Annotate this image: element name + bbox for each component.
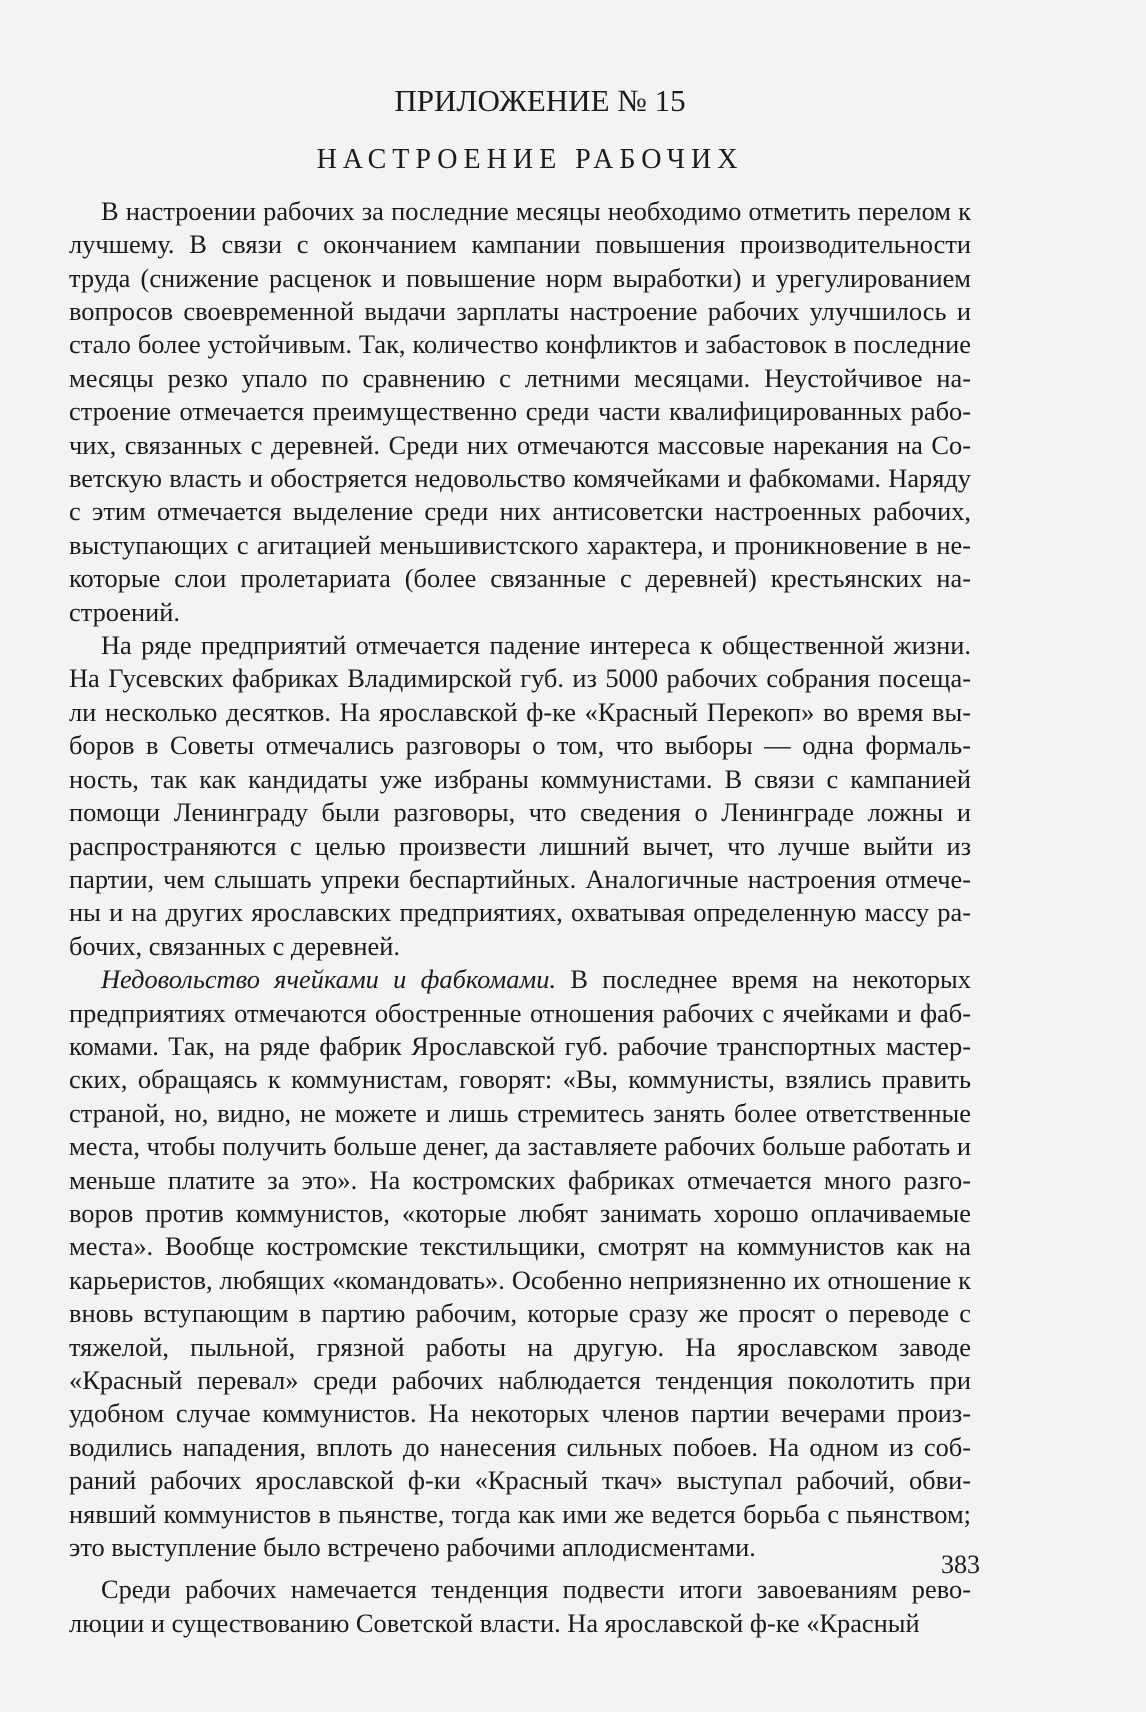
text-block	[69, 82, 971, 1640]
paragraph-2: На ряде предприятий отмечается падение интереса к общественной жизни. На Гусевских фабриках Владимирской губ. из 5000 рабочих собрания посещали несколько десятков. На ярославской ф-ке «Красный Перекоп» во время выборов в Советы отмечались разговоры о том, что выборы — одна формальность, так как кандидаты уже избраны коммунистами. В связи с кампанией помощи Ленинграду были разговоры, что сведения о Ленинграде ложны и распространяются с целью произвести лишний вычет, что лучше выйти из партии, чем слышать упреки беспартийных. Аналогичные настроения отмечены и на других ярославских предприятиях, охватывая определенную массу рабочих, связанных с деревней.	[69, 630, 971, 961]
paragraph-3-text: В последнее время на некоторых предприятиях отмечаются обостренные отношения рабочих с ячейками и фабкомами. Так, на ряде фабрик Ярославской губ. рабочие транспортных мастерских, обращаясь к коммунистам, говорят: «Вы, коммунисты, взялись править страной, но, видно, не можете и лишь стремитесь занять более ответственные места, чтобы получить больше денег, да заставляете рабочих больше работать и меньше платите за это». На костромских фабриках отмечается много разговоров против коммунистов, «которые любят занимать хорошо оплачиваемые места». Вообще костромские текстильщики, смотрят на коммунистов как на карьеристов, любящих «командовать». Особенно неприязненно их отношение к вновь вступающим в партию рабочим, которые сразу же просят о переводе с тяжелой, пыльной, грязной работы на другую. На ярославском заводе «Красный перевал» среди рабочих наблюдается тенденция поколотить при удобном случае коммунистов. На некоторых членов партии вечерами производились нападения, вплоть до нанесения сильных побоев. На одном из собраний рабочих ярославской ф-ки «Красный ткач» выступал рабочий, обвинявший коммунистов в пьянстве, тогда как ими же ведется борьба с пьянством; это выступление было встречено рабочими аплодисментами.	[69, 964, 971, 1563]
paragraph-1: В настроении рабочих за последние месяцы необходимо отметить перелом к лучшему. В связи с окончанием кампании повышения производительности труда (снижение расценок и повышение норм выработки) и урегулированием вопросов своевременной выдачи зарплаты настроение рабочих улучшилось и стало более устойчивым. Так, количество конфликтов и забастовок в последние месяцы резко упало по сравнению с летними месяцами. Неустойчивое настроение отмечается преимущественно среди части квалифицированных рабочих, связанных с деревней. Среди них отмечаются массовые нарекания на Советскую власть и обостряется недовольство комячейками и фабкомами. Наряду с этим отмечается выделение среди них антисоветски настроенных рабочих, выступающих с агитацией меньшивистского характера, и проникновение в некоторые слои пролетариата (более связанные с деревней) крестьянских настроений.	[69, 195, 971, 627]
paragraph-4: Среди рабочих намечается тенденция подвести итоги завоеваниям революции и существованию Советской власти. На ярославской ф-ке «Красный	[69, 1574, 971, 1638]
paragraph-3	[69, 963, 971, 1564]
section-title: НАСТРОЕНИЕ РАБОЧИХ	[316, 144, 744, 176]
appendix-title: ПРИЛОЖЕНИЕ № 15	[394, 83, 686, 118]
paragraph-3-heading: Недовольство ячейками и фабкомами.	[101, 964, 557, 995]
page-number: 383	[941, 1550, 980, 1579]
